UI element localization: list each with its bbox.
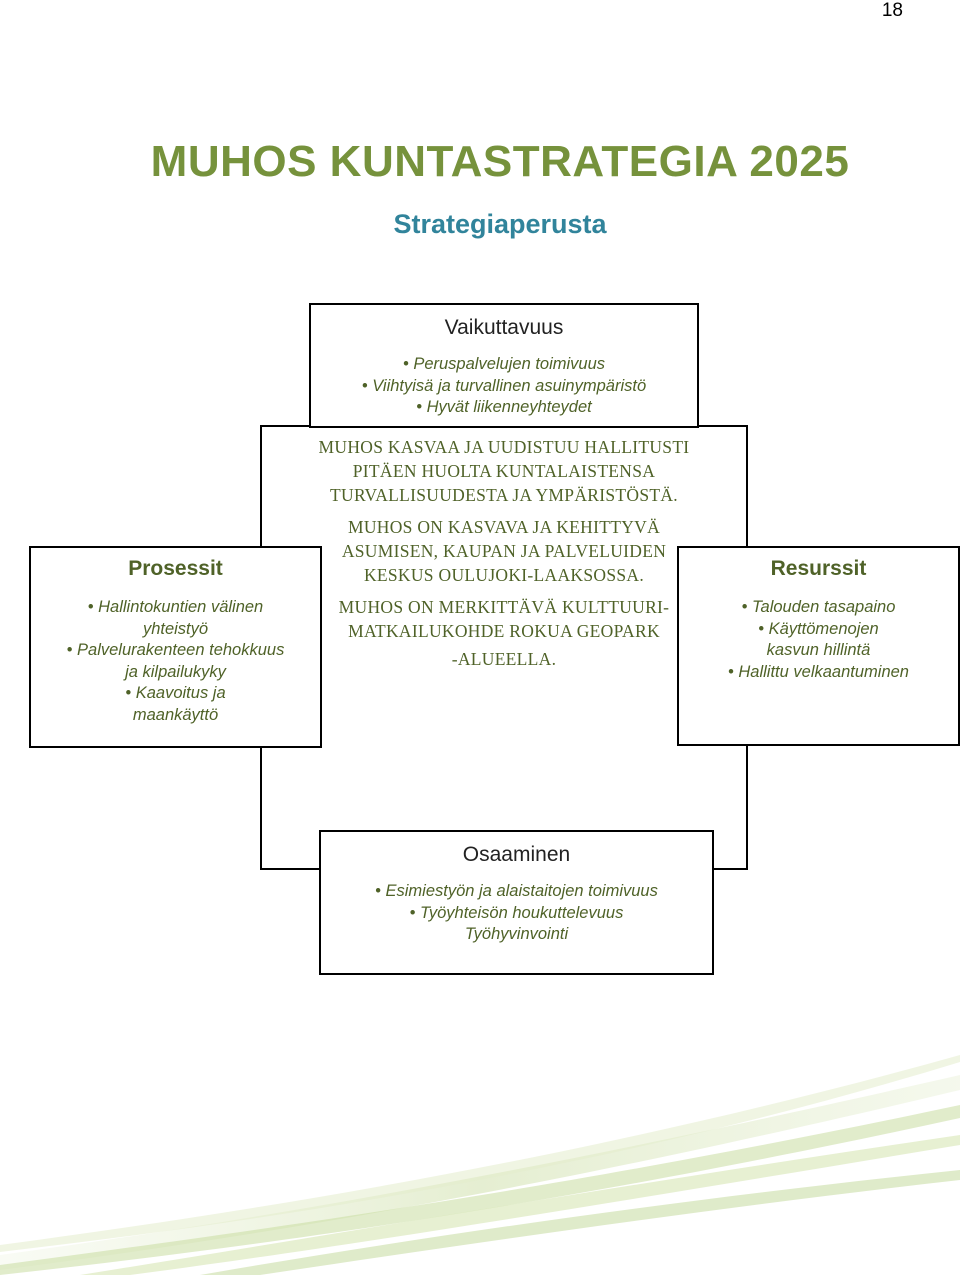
resurssit-item: • Hallittu velkaantuminen — [728, 662, 909, 681]
vaikuttavuus-heading: Vaikuttavuus — [444, 316, 564, 339]
page-number: 18 — [881, 0, 903, 21]
vision-line: PITÄEN HUOLTA KUNTALAISTENSA — [352, 461, 656, 481]
prosessit-box — [29, 546, 322, 748]
osaaminen-item: • Esimiestyön ja alaistaitojen toimivuus — [375, 882, 658, 900]
resurssit-heading: Resurssit — [770, 557, 867, 580]
vision-line: MUHOS KASVAA JA UUDISTUU HALLITUSTI — [318, 437, 690, 457]
prosessit-item: • Kaavoitus ja — [125, 684, 226, 702]
vaikuttavuus-item: • Viihtyisä ja turvallinen asuinympäristö — [361, 376, 647, 395]
prosessit-item: yhteistyö — [142, 619, 209, 638]
vaikuttavuus-box — [309, 303, 699, 428]
prosessit-item: maankäyttö — [132, 705, 219, 724]
prosessit-heading: Prosessit — [128, 557, 223, 580]
osaaminen-box — [319, 830, 714, 975]
vaikuttavuus-item: • Hyvät liikenneyhteydet — [416, 398, 592, 416]
resurssit-item: • Talouden tasapaino — [741, 598, 896, 616]
vision-line: TURVALLISUUDESTA JA YMPÄRISTÖSTÄ. — [330, 485, 678, 505]
osaaminen-heading: Osaaminen — [462, 843, 571, 866]
osaaminen-item: • Työyhteisön houkuttelevuus — [409, 903, 624, 922]
resurssit-item: • Käyttömenojen — [758, 619, 879, 638]
resurssit-item: kasvun hillintä — [766, 641, 871, 659]
vision-line: ASUMISEN, KAUPAN JA PALVELUIDEN — [341, 541, 667, 561]
vision-line: MATKAILUKOHDE ROKUA GEOPARK — [348, 621, 660, 641]
resurssit-box — [677, 546, 960, 746]
decorative-swoosh — [0, 1030, 960, 1275]
prosessit-item: • Palvelurakenteen tehokkuus — [66, 641, 285, 659]
osaaminen-item: Työhyvinvointi — [464, 925, 569, 943]
prosessit-item: • Hallintokuntien välinen — [87, 598, 264, 616]
vision-box — [260, 425, 748, 870]
vision-line: -ALUEELLA. — [451, 649, 557, 669]
page-subtitle: Strategiaperusta — [393, 209, 607, 239]
page-title: MUHOS KUNTASTRATEGIA 2025 — [150, 137, 850, 186]
vision-line: MUHOS ON MERKITTÄVÄ KULTTUURI- — [338, 597, 670, 617]
vision-line: MUHOS ON KASVAVA JA KEHITTYVÄ — [347, 517, 661, 537]
vision-line: KESKUS OULUJOKI-LAAKSOSSA. — [363, 565, 645, 585]
vaikuttavuus-item: • Peruspalvelujen toimivuus — [402, 355, 606, 373]
prosessit-item: ja kilpailukyky — [125, 662, 226, 681]
